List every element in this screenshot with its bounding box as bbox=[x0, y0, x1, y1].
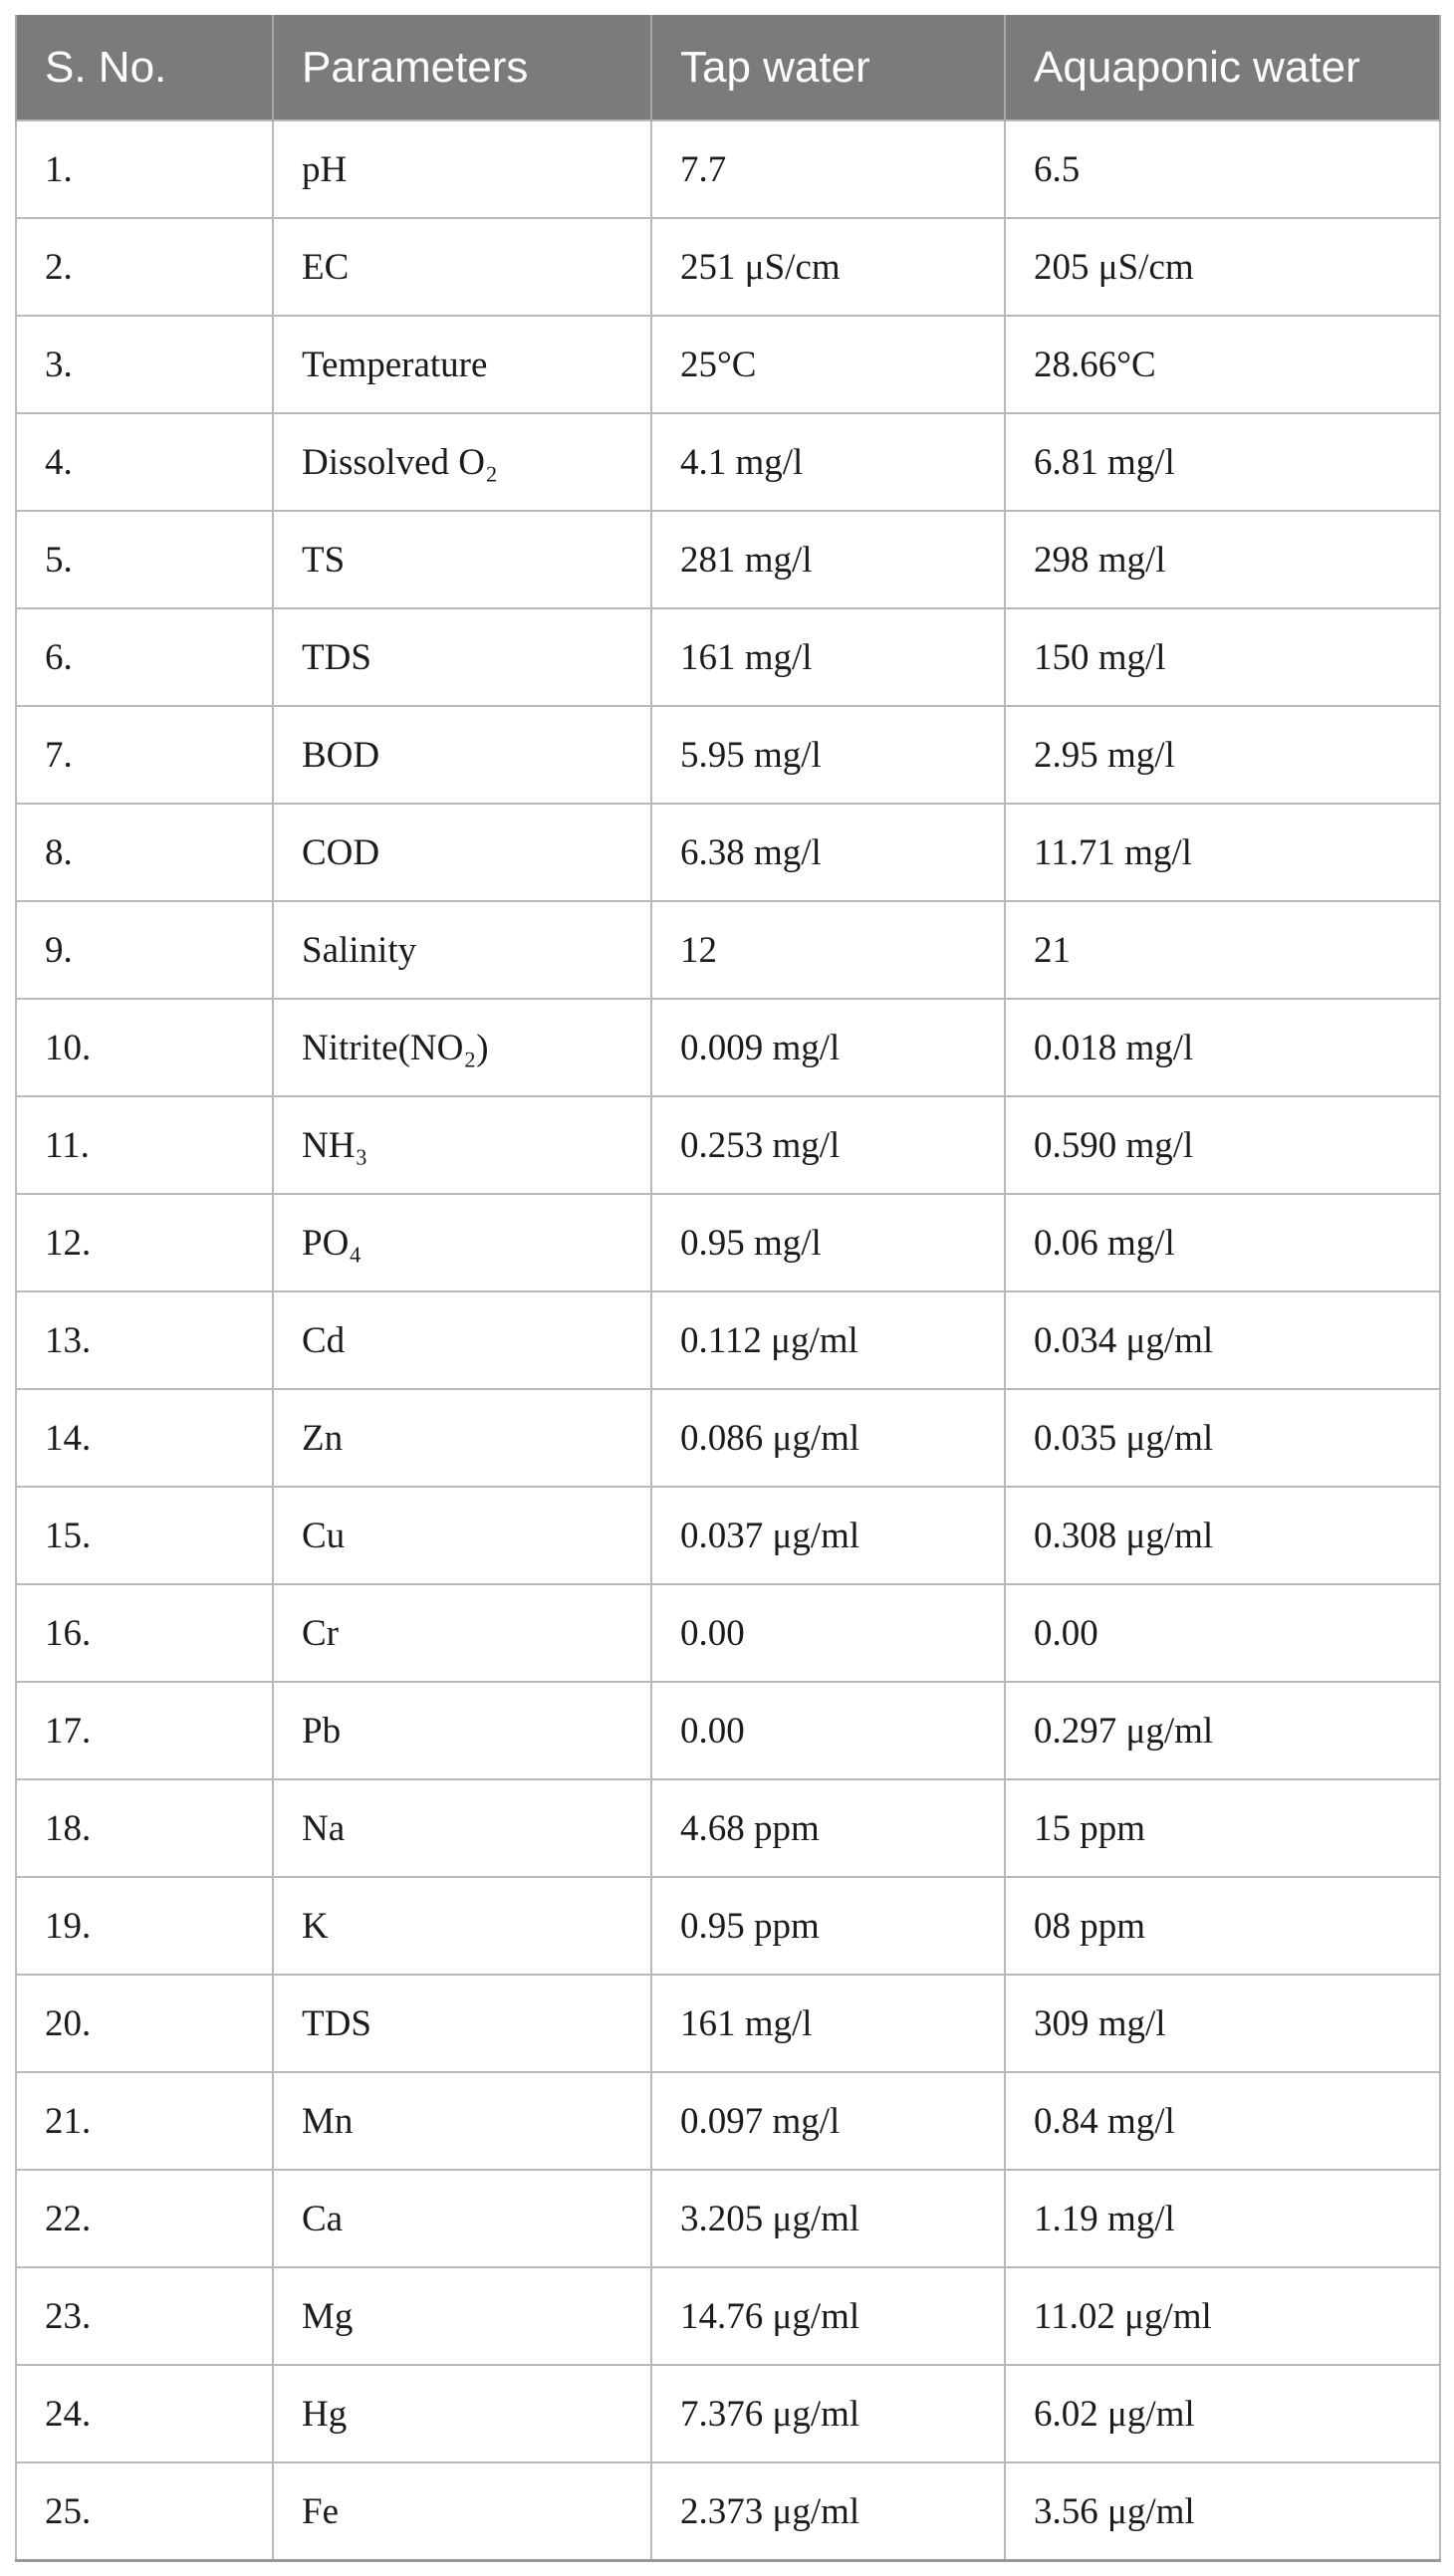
cell-tap-water: 14.76 μg/ml bbox=[651, 2267, 1005, 2365]
cell-parameter: BOD bbox=[273, 706, 651, 804]
cell-aquaponic-water: 0.297 μg/ml bbox=[1005, 1682, 1440, 1779]
cell-parameter: Cd bbox=[273, 1291, 651, 1389]
table-row bbox=[16, 2462, 1440, 2561]
cell-aquaponic-water: 205 μS/cm bbox=[1005, 218, 1440, 316]
cell-aquaponic-water: 1.19 mg/l bbox=[1005, 2170, 1440, 2267]
cell-parameter: TDS bbox=[273, 1975, 651, 2072]
cell-serial-number: 4. bbox=[16, 413, 273, 511]
cell-serial-number: 16. bbox=[16, 1584, 273, 1682]
cell-parameter: Mn bbox=[273, 2072, 651, 2170]
cell-aquaponic-water: 6.02 μg/ml bbox=[1005, 2365, 1440, 2462]
header-serial-number: S. No. bbox=[16, 15, 273, 120]
cell-tap-water: 4.68 ppm bbox=[651, 1779, 1005, 1877]
table-row bbox=[16, 2170, 1440, 2267]
cell-parameter: Na bbox=[273, 1779, 651, 1877]
header-parameters: Parameters bbox=[273, 15, 651, 120]
cell-parameter: TDS bbox=[273, 608, 651, 706]
cell-serial-number: 19. bbox=[16, 1877, 273, 1975]
cell-tap-water: 12 bbox=[651, 901, 1005, 999]
table-row bbox=[16, 901, 1440, 999]
cell-serial-number: 2. bbox=[16, 218, 273, 316]
cell-parameter: pH bbox=[273, 120, 651, 218]
table-row bbox=[16, 2072, 1440, 2170]
cell-serial-number: 21. bbox=[16, 2072, 273, 2170]
cell-parameter: EC bbox=[273, 218, 651, 316]
cell-serial-number: 3. bbox=[16, 316, 273, 413]
table-row bbox=[16, 2267, 1440, 2365]
cell-tap-water: 5.95 mg/l bbox=[651, 706, 1005, 804]
cell-tap-water: 251 μS/cm bbox=[651, 218, 1005, 316]
header-row bbox=[16, 15, 1440, 120]
cell-serial-number: 1. bbox=[16, 120, 273, 218]
cell-serial-number: 13. bbox=[16, 1291, 273, 1389]
cell-tap-water: 7.7 bbox=[651, 120, 1005, 218]
cell-tap-water: 161 mg/l bbox=[651, 608, 1005, 706]
table-row bbox=[16, 804, 1440, 901]
cell-serial-number: 11. bbox=[16, 1096, 273, 1194]
table-row bbox=[16, 316, 1440, 413]
cell-tap-water: 0.00 bbox=[651, 1682, 1005, 1779]
water-parameters-table bbox=[15, 15, 1441, 2562]
cell-tap-water: 0.112 μg/ml bbox=[651, 1291, 1005, 1389]
cell-tap-water: 0.009 mg/l bbox=[651, 999, 1005, 1096]
table-row bbox=[16, 999, 1440, 1096]
table-row bbox=[16, 1975, 1440, 2072]
cell-parameter: K bbox=[273, 1877, 651, 1975]
cell-serial-number: 25. bbox=[16, 2462, 273, 2561]
table-row bbox=[16, 1389, 1440, 1487]
cell-parameter: COD bbox=[273, 804, 651, 901]
cell-tap-water: 7.376 μg/ml bbox=[651, 2365, 1005, 2462]
cell-serial-number: 10. bbox=[16, 999, 273, 1096]
cell-parameter: Dissolved O₂ bbox=[273, 413, 651, 511]
cell-aquaponic-water: 0.06 mg/l bbox=[1005, 1194, 1440, 1291]
cell-tap-water: 161 mg/l bbox=[651, 1975, 1005, 2072]
table-row bbox=[16, 1877, 1440, 1975]
cell-parameter: Pb bbox=[273, 1682, 651, 1779]
cell-tap-water: 3.205 μg/ml bbox=[651, 2170, 1005, 2267]
cell-parameter: Cr bbox=[273, 1584, 651, 1682]
table-body bbox=[16, 120, 1440, 2561]
cell-serial-number: 9. bbox=[16, 901, 273, 999]
cell-serial-number: 14. bbox=[16, 1389, 273, 1487]
cell-aquaponic-water: 0.034 μg/ml bbox=[1005, 1291, 1440, 1389]
cell-tap-water: 6.38 mg/l bbox=[651, 804, 1005, 901]
table-row bbox=[16, 1194, 1440, 1291]
cell-aquaponic-water: 0.590 mg/l bbox=[1005, 1096, 1440, 1194]
cell-parameter: Fe bbox=[273, 2462, 651, 2561]
cell-serial-number: 18. bbox=[16, 1779, 273, 1877]
cell-serial-number: 24. bbox=[16, 2365, 273, 2462]
cell-serial-number: 22. bbox=[16, 2170, 273, 2267]
cell-aquaponic-water: 0.84 mg/l bbox=[1005, 2072, 1440, 2170]
cell-tap-water: 0.00 bbox=[651, 1584, 1005, 1682]
cell-aquaponic-water: 6.5 bbox=[1005, 120, 1440, 218]
cell-aquaponic-water: 21 bbox=[1005, 901, 1440, 999]
table-row bbox=[16, 2365, 1440, 2462]
cell-parameter: Ca bbox=[273, 2170, 651, 2267]
table-row bbox=[16, 1291, 1440, 1389]
table-row bbox=[16, 511, 1440, 608]
cell-serial-number: 12. bbox=[16, 1194, 273, 1291]
cell-aquaponic-water: 6.81 mg/l bbox=[1005, 413, 1440, 511]
cell-aquaponic-water: 15 ppm bbox=[1005, 1779, 1440, 1877]
cell-parameter: Zn bbox=[273, 1389, 651, 1487]
cell-aquaponic-water: 150 mg/l bbox=[1005, 608, 1440, 706]
cell-parameter: PO₄ bbox=[273, 1194, 651, 1291]
table-row bbox=[16, 413, 1440, 511]
cell-serial-number: 23. bbox=[16, 2267, 273, 2365]
cell-aquaponic-water: 0.035 μg/ml bbox=[1005, 1389, 1440, 1487]
cell-aquaponic-water: 298 mg/l bbox=[1005, 511, 1440, 608]
cell-serial-number: 5. bbox=[16, 511, 273, 608]
cell-aquaponic-water: 0.308 μg/ml bbox=[1005, 1487, 1440, 1584]
cell-tap-water: 0.95 mg/l bbox=[651, 1194, 1005, 1291]
cell-tap-water: 0.086 μg/ml bbox=[651, 1389, 1005, 1487]
table-row bbox=[16, 1779, 1440, 1877]
table-row bbox=[16, 120, 1440, 218]
table-row bbox=[16, 608, 1440, 706]
cell-parameter: Temperature bbox=[273, 316, 651, 413]
cell-aquaponic-water: 3.56 μg/ml bbox=[1005, 2462, 1440, 2561]
header-aquaponic-water: Aquaponic water bbox=[1005, 15, 1440, 120]
cell-tap-water: 25°C bbox=[651, 316, 1005, 413]
cell-parameter: Cu bbox=[273, 1487, 651, 1584]
cell-serial-number: 15. bbox=[16, 1487, 273, 1584]
table-row bbox=[16, 1682, 1440, 1779]
cell-aquaponic-water: 309 mg/l bbox=[1005, 1975, 1440, 2072]
table-row bbox=[16, 218, 1440, 316]
table-header bbox=[16, 15, 1440, 120]
cell-parameter: Hg bbox=[273, 2365, 651, 2462]
cell-parameter: NH₃ bbox=[273, 1096, 651, 1194]
cell-tap-water: 0.95 ppm bbox=[651, 1877, 1005, 1975]
cell-aquaponic-water: 28.66°C bbox=[1005, 316, 1440, 413]
cell-tap-water: 0.097 mg/l bbox=[651, 2072, 1005, 2170]
table-row bbox=[16, 1096, 1440, 1194]
cell-serial-number: 7. bbox=[16, 706, 273, 804]
cell-parameter: Nitrite(NO₂) bbox=[273, 999, 651, 1096]
cell-tap-water: 0.253 mg/l bbox=[651, 1096, 1005, 1194]
table-row bbox=[16, 706, 1440, 804]
cell-parameter: Mg bbox=[273, 2267, 651, 2365]
cell-parameter: Salinity bbox=[273, 901, 651, 999]
header-tap-water: Tap water bbox=[651, 15, 1005, 120]
cell-aquaponic-water: 11.02 μg/ml bbox=[1005, 2267, 1440, 2365]
cell-tap-water: 4.1 mg/l bbox=[651, 413, 1005, 511]
cell-aquaponic-water: 11.71 mg/l bbox=[1005, 804, 1440, 901]
cell-parameter: TS bbox=[273, 511, 651, 608]
cell-tap-water: 281 mg/l bbox=[651, 511, 1005, 608]
table-row bbox=[16, 1487, 1440, 1584]
cell-aquaponic-water: 2.95 mg/l bbox=[1005, 706, 1440, 804]
cell-aquaponic-water: 08 ppm bbox=[1005, 1877, 1440, 1975]
cell-aquaponic-water: 0.00 bbox=[1005, 1584, 1440, 1682]
cell-serial-number: 8. bbox=[16, 804, 273, 901]
table-row bbox=[16, 1584, 1440, 1682]
cell-serial-number: 17. bbox=[16, 1682, 273, 1779]
cell-aquaponic-water: 0.018 mg/l bbox=[1005, 999, 1440, 1096]
cell-tap-water: 2.373 μg/ml bbox=[651, 2462, 1005, 2561]
cell-serial-number: 6. bbox=[16, 608, 273, 706]
cell-tap-water: 0.037 μg/ml bbox=[651, 1487, 1005, 1584]
cell-serial-number: 20. bbox=[16, 1975, 273, 2072]
